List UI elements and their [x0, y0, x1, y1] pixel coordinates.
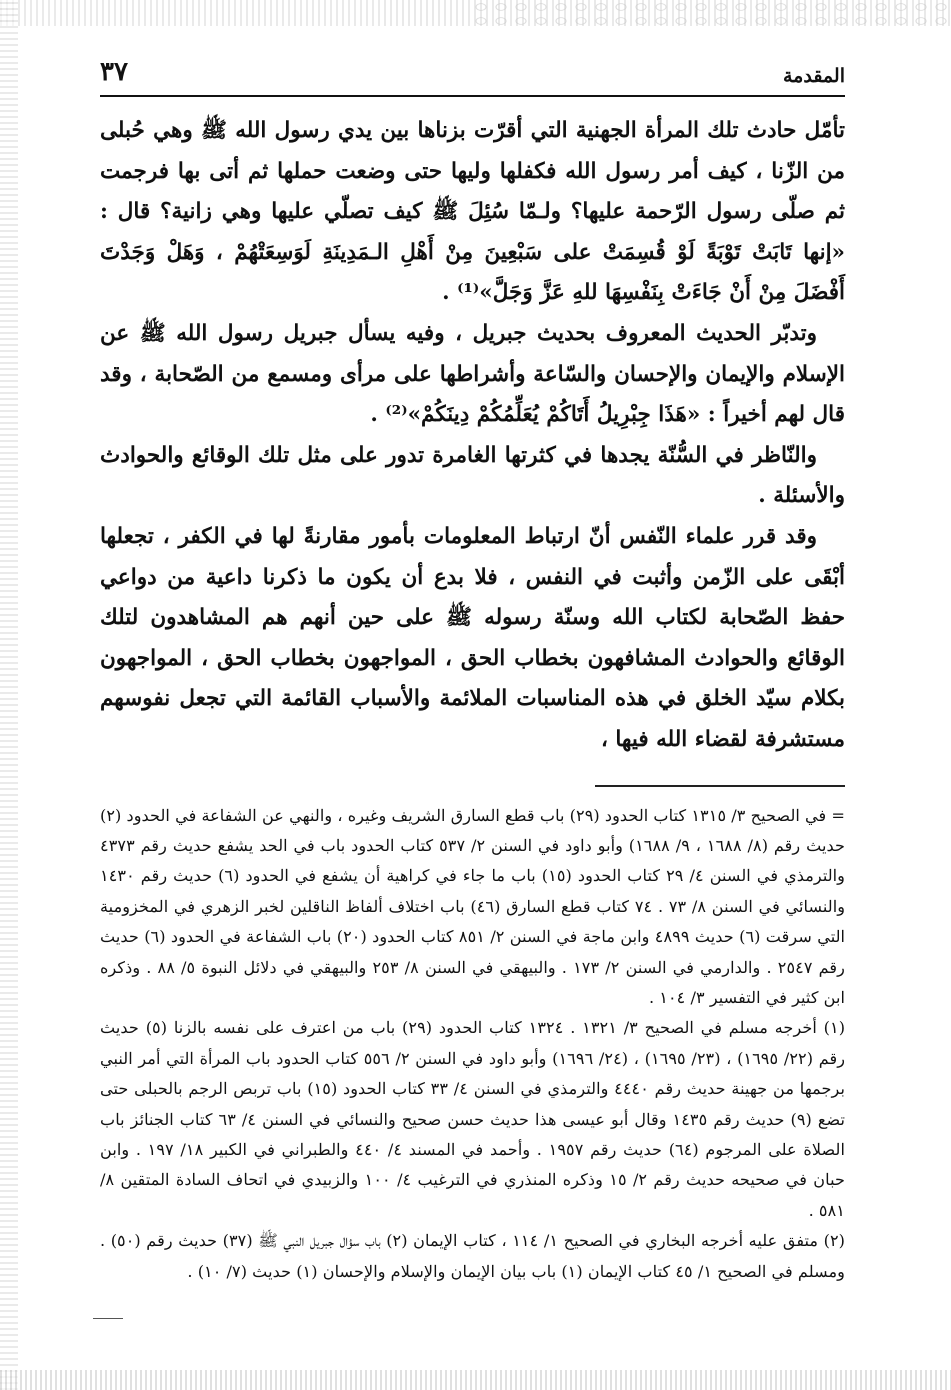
footnote-continuation: = في الصحيح ٣/ ١٣١٥ كتاب الحدود (٢٩) باب قطع السارق الشريف وغيره ، والنهي عن الشفاعة في الحدود (٢) حديث رقم (٨/ ١٦٨٨ ، ٩/ ١٦٨٨) وأبو داود في السنن ٢/ ٥٣٧ كتاب الحدود باب في الحد يشفع حديث رقم ٤٣٧٣ والترمذي في السنن ٤/ ٢٩ كتاب الحدود (١٥) باب ما جاء في كراهية أن يشفع في الحدود (٦) حديث رقم ١٤٣٠ والنسائي في السنن ٨/ ٧٣ . ٧٤ كتاب قطع السارق (٤٦) باب اختلاف ألفاظ الناقلين لخبر الزهري في المخزومية التي سرقت (٦) حديث ٤٨٩٩ وابن ماجة في السنن ٢/ ٨٥١ كتاب الحدود (٢٠) باب الشفاعة في الحدود (٦) حديث رقم ٢٥٤٧ . والدارمي في السنن ٢/ ١٧٣ . والبيهقي في السنن ٨/ ٢٥٣ والبيهقي في دلائل النبوة ٥/ ٨٨ . وذكره ابن كثير في التفسير ٣/ ١٠٤ . [100, 805, 846, 1007]
decorative-border-left [0, 0, 18, 1390]
book-page [100, 55, 845, 1287]
paragraph-1: تأمّل حادث تلك المرأة الجهنية التي أقرّت بزناها بين يدي رسول الله ﷺ وهي حُبلى من الزّنا ، كيف أمر رسول الله فكفلها وليها حتى وضعت حملها ثم أتى بها فرجمت ثم صلّى رسول الرّحمة عليها؟ ولـمّا سُئِلَ ﷺ كيف تصلّي عليها وهي زانية؟ قال : «إنها تَابَتْ تَوْبَةً لَوْ قُسِمَتْ على سَبْعِينَ مِنْ أَهْلِ الـمَدِينَةِ لَوَسِعَتْهُمْ ، وَهَلْ وَجَدْتَ أَفْضَلَ مِنْ أَنْ جَاءَتْ بِنَفْسِهَا للهِ عَزَّ وَجَلَّ»⁽¹⁾ . [100, 118, 845, 306]
margin-mark [93, 1318, 123, 1319]
decorative-border-top [0, 0, 951, 26]
page-number: ٣٧ [100, 57, 128, 87]
footnote-2: (٢) متفق عليه أخرجه البخاري في الصحيح ١/ ١١٤ ، كتاب الإيمان (٢) باب سؤال جبريل النبي ﷺ (٣٧) حديث رقم (٥٠) . ومسلم في الصحيح ١/ ٤٥ كتاب الإيمان (١) باب بيان الإيمان والإسلام والإحسان (١) حديث (٧/ ١٠) . [100, 1231, 845, 1281]
ornament-knots [471, 0, 951, 26]
footnote-1: (١) أخرجه مسلم في الصحيح ٣/ ١٣٢١ . ١٣٢٤ كتاب الحدود (٢٩) باب من اعترف على نفسه بالزنا (٥) حديث رقم (٢٢/ ١٦٩٥) ، (٢٣/ ١٦٩٥) ، (٢٤/ ١٦٩٦) وأبو داود في السنن ٢/ ٥٥٦ كتاب الحدود باب المرأة التي أمر النبي برجمها من جهينة حديث رقم ٤٤٤٠ والترمذي في السنن ٤/ ٣٣ كتاب الحدود (١٥) باب تربص الرجم بالحبلى حتى تضع (٩) حديث رقم ١٤٣٥ وقال أبو عيسى هذا حديث حسن صحيح والنسائي في السنن ٤/ ٦٣ كتاب الجنائز باب الصلاة على المرجوم (٦٤) حديث رقم ١٩٥٧ . وأحمد في المسند ٤/ ٤٤٠ والطبراني في الكبير ١٨/ ١٩٧ . وابن حبان في صحيحه حديث رقم ٢/ ١٥ وذكره المنذري في الترغيب ٤/ ١٠٠ والزبيدي في اتحاف السادة المتقين ٨/ ٥٨١ . [100, 1018, 846, 1220]
decorative-border-bottom [0, 1370, 951, 1390]
paragraph-4: وقد قرر علماء النّفس أنّ ارتباط المعلومات بأمور مقارنةً لها في الكفر ، تجعلها أبْقَى على الزّمن وأثبت في النفس ، فلا بدع أن يكون ما ذكرنا داعية من دواعي حفظ الصّحابة لكتاب الله وسنّة رسوله ﷺ على حين أنهم هم المشاهدون لتلك الوقائع والحوادث المشافهون بخطاب الحق ، المواجهون بخطاب الحق ، المواجهون بكلام سيّد الخلق في هذه المناسبات الملائمة والأسباب القائمة التي تجعل نفوسهم مستشرفة لقضاء الله فيها ، [100, 523, 845, 752]
footnote-divider [595, 785, 845, 787]
paragraph-2: وتدبّر الحديث المعروف بحديث جبريل ، وفيه يسأل جبريل رسول الله ﷺ عن الإسلام والإيمان والإحسان والسّاعة وأشراطها على مرأى ومسمع من الصّحابة ، وقد قال لهم أخيراً : «هَذَا جِبْرِيلُ أَتَاكُمْ يُعَلِّمُكُمْ دِينَكُمْ»⁽²⁾ . [100, 320, 845, 428]
main-text [100, 111, 845, 761]
section-title: المقدمة [782, 65, 845, 87]
running-header [100, 55, 845, 97]
footnotes [100, 801, 845, 1288]
paragraph-3: والنّاظر في السُّنّة يجدها في كثرتها الغامرة تدور على مثل تلك الوقائع والحوادث والأسئلة . [100, 442, 845, 509]
